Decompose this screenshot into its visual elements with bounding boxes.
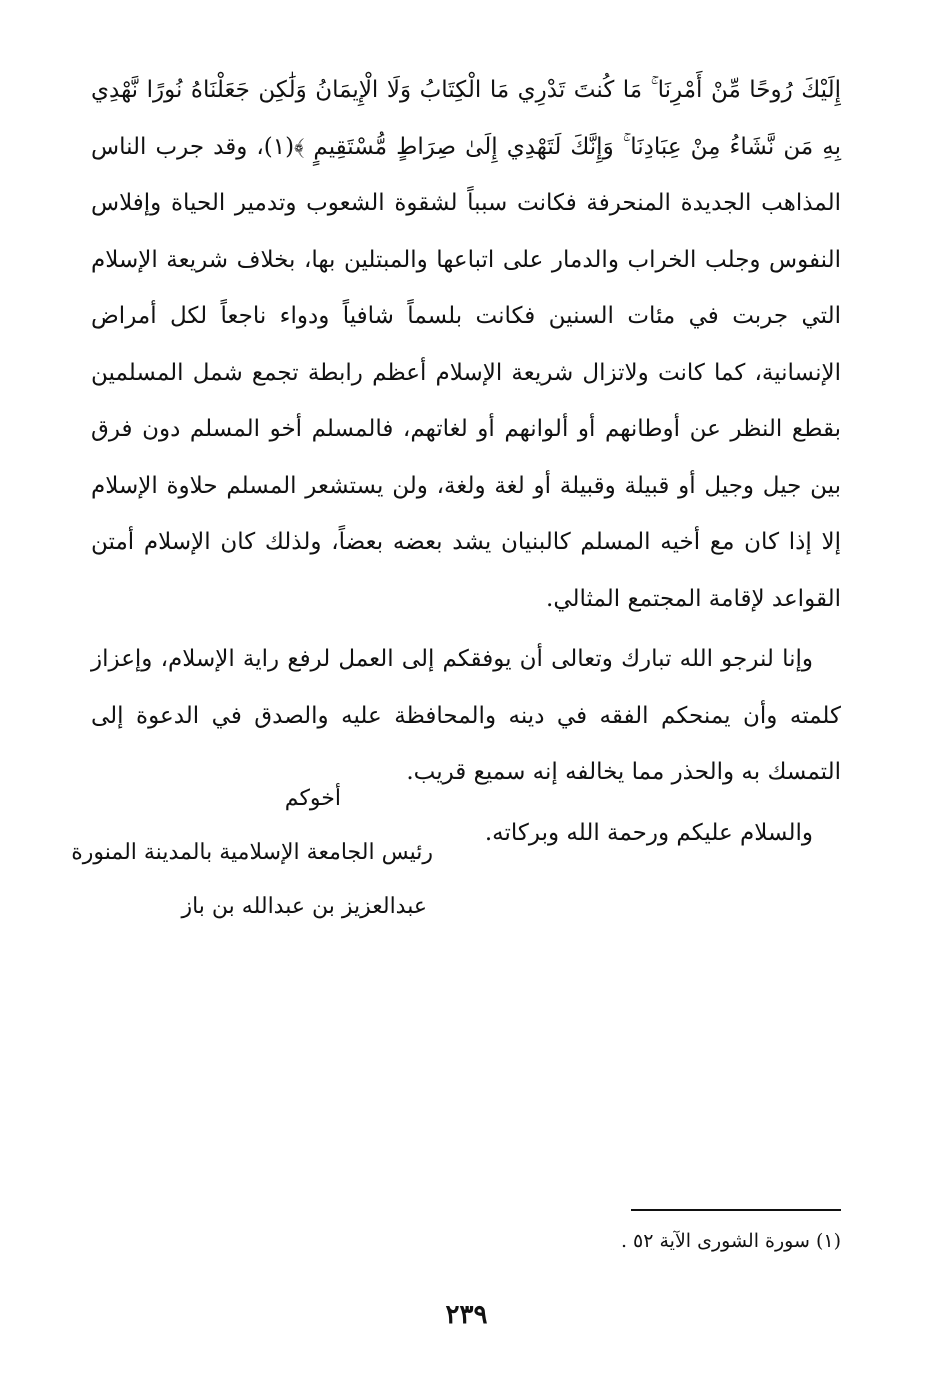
main-text bbox=[91, 62, 841, 861]
closing-salutation: والسلام عليكم ورحمة الله وبركاته. bbox=[484, 819, 813, 846]
paragraph-1-text: ، وقد جرب الناس المذاهب الجديدة المنحرفة فكانت سبباً لشقوة الشعوب وتدمير الحياة وإفلاس النفوس وجلب الخراب والدمار على اتباعها والمبتلين بها، بخلاف شريعة الإسلام التي جربت في مئات السنين فكانت بلسماً شافياً ودواء ناجعاً لكل أمراض الإنسانية، كما كانت ولاتزال شريعة الإسلام أعظم رابطة تجمع شمل المسلمين بقطع النظر عن أوطانهم أو ألوانهم أو لغاتهم، فالمسلم أخو المسلم دون فرق بين جيل وجيل أو قبيلة وقبيلة أو لغة ولغة، ولن يستشعر المسلم حلاوة الإسلام إلا إذا كان مع أخيه المسلم كالبنيان يشد بعضه بعضاً، ولذلك كان الإسلام أمتن القواعد لإقامة المجتمع المثالي. bbox=[91, 133, 841, 612]
signature-block bbox=[13, 772, 433, 934]
footnote: (١) سورة الشورى الآية ٥٢ . bbox=[620, 1230, 841, 1252]
footnote-reference: (١) bbox=[263, 133, 295, 160]
page-number: ٢٣٩ bbox=[445, 1300, 488, 1330]
signature-name: عبدالعزيز بن عبدالله بن باز bbox=[181, 894, 427, 919]
signature-title: رئيس الجامعة الإسلامية بالمدينة المنورة bbox=[71, 840, 433, 865]
footnote-divider bbox=[631, 1209, 841, 1211]
signature-greeting: أخوكم bbox=[284, 786, 341, 811]
paragraph-1 bbox=[91, 62, 841, 627]
paragraph-2: وإنا لنرجو الله تبارك وتعالى أن يوفقكم إلى العمل لرفع راية الإسلام، وإعزاز كلمته وأن يمنحكم الفقه في دينه والمحافظة عليه والصدق في الدعوة إلى التمسك به والحذر مما يخالفه إنه سميع قريب. bbox=[91, 646, 841, 785]
quran-verse: إِلَيْكَ رُوحًا مِّنْ أَمْرِنَا ۚ مَا كُنتَ تَدْرِي مَا الْكِتَابُ وَلَا الْإِيمَانُ وَلَٰكِن جَعَلْنَاهُ نُورًا نَّهْدِي بِهِ مَن نَّشَاءُ مِنْ عِبَادِنَا ۚ وَإِنَّكَ لَتَهْدِي إِلَىٰ صِرَاطٍ مُّسْتَقِيمٍ ﴾ bbox=[91, 77, 841, 160]
